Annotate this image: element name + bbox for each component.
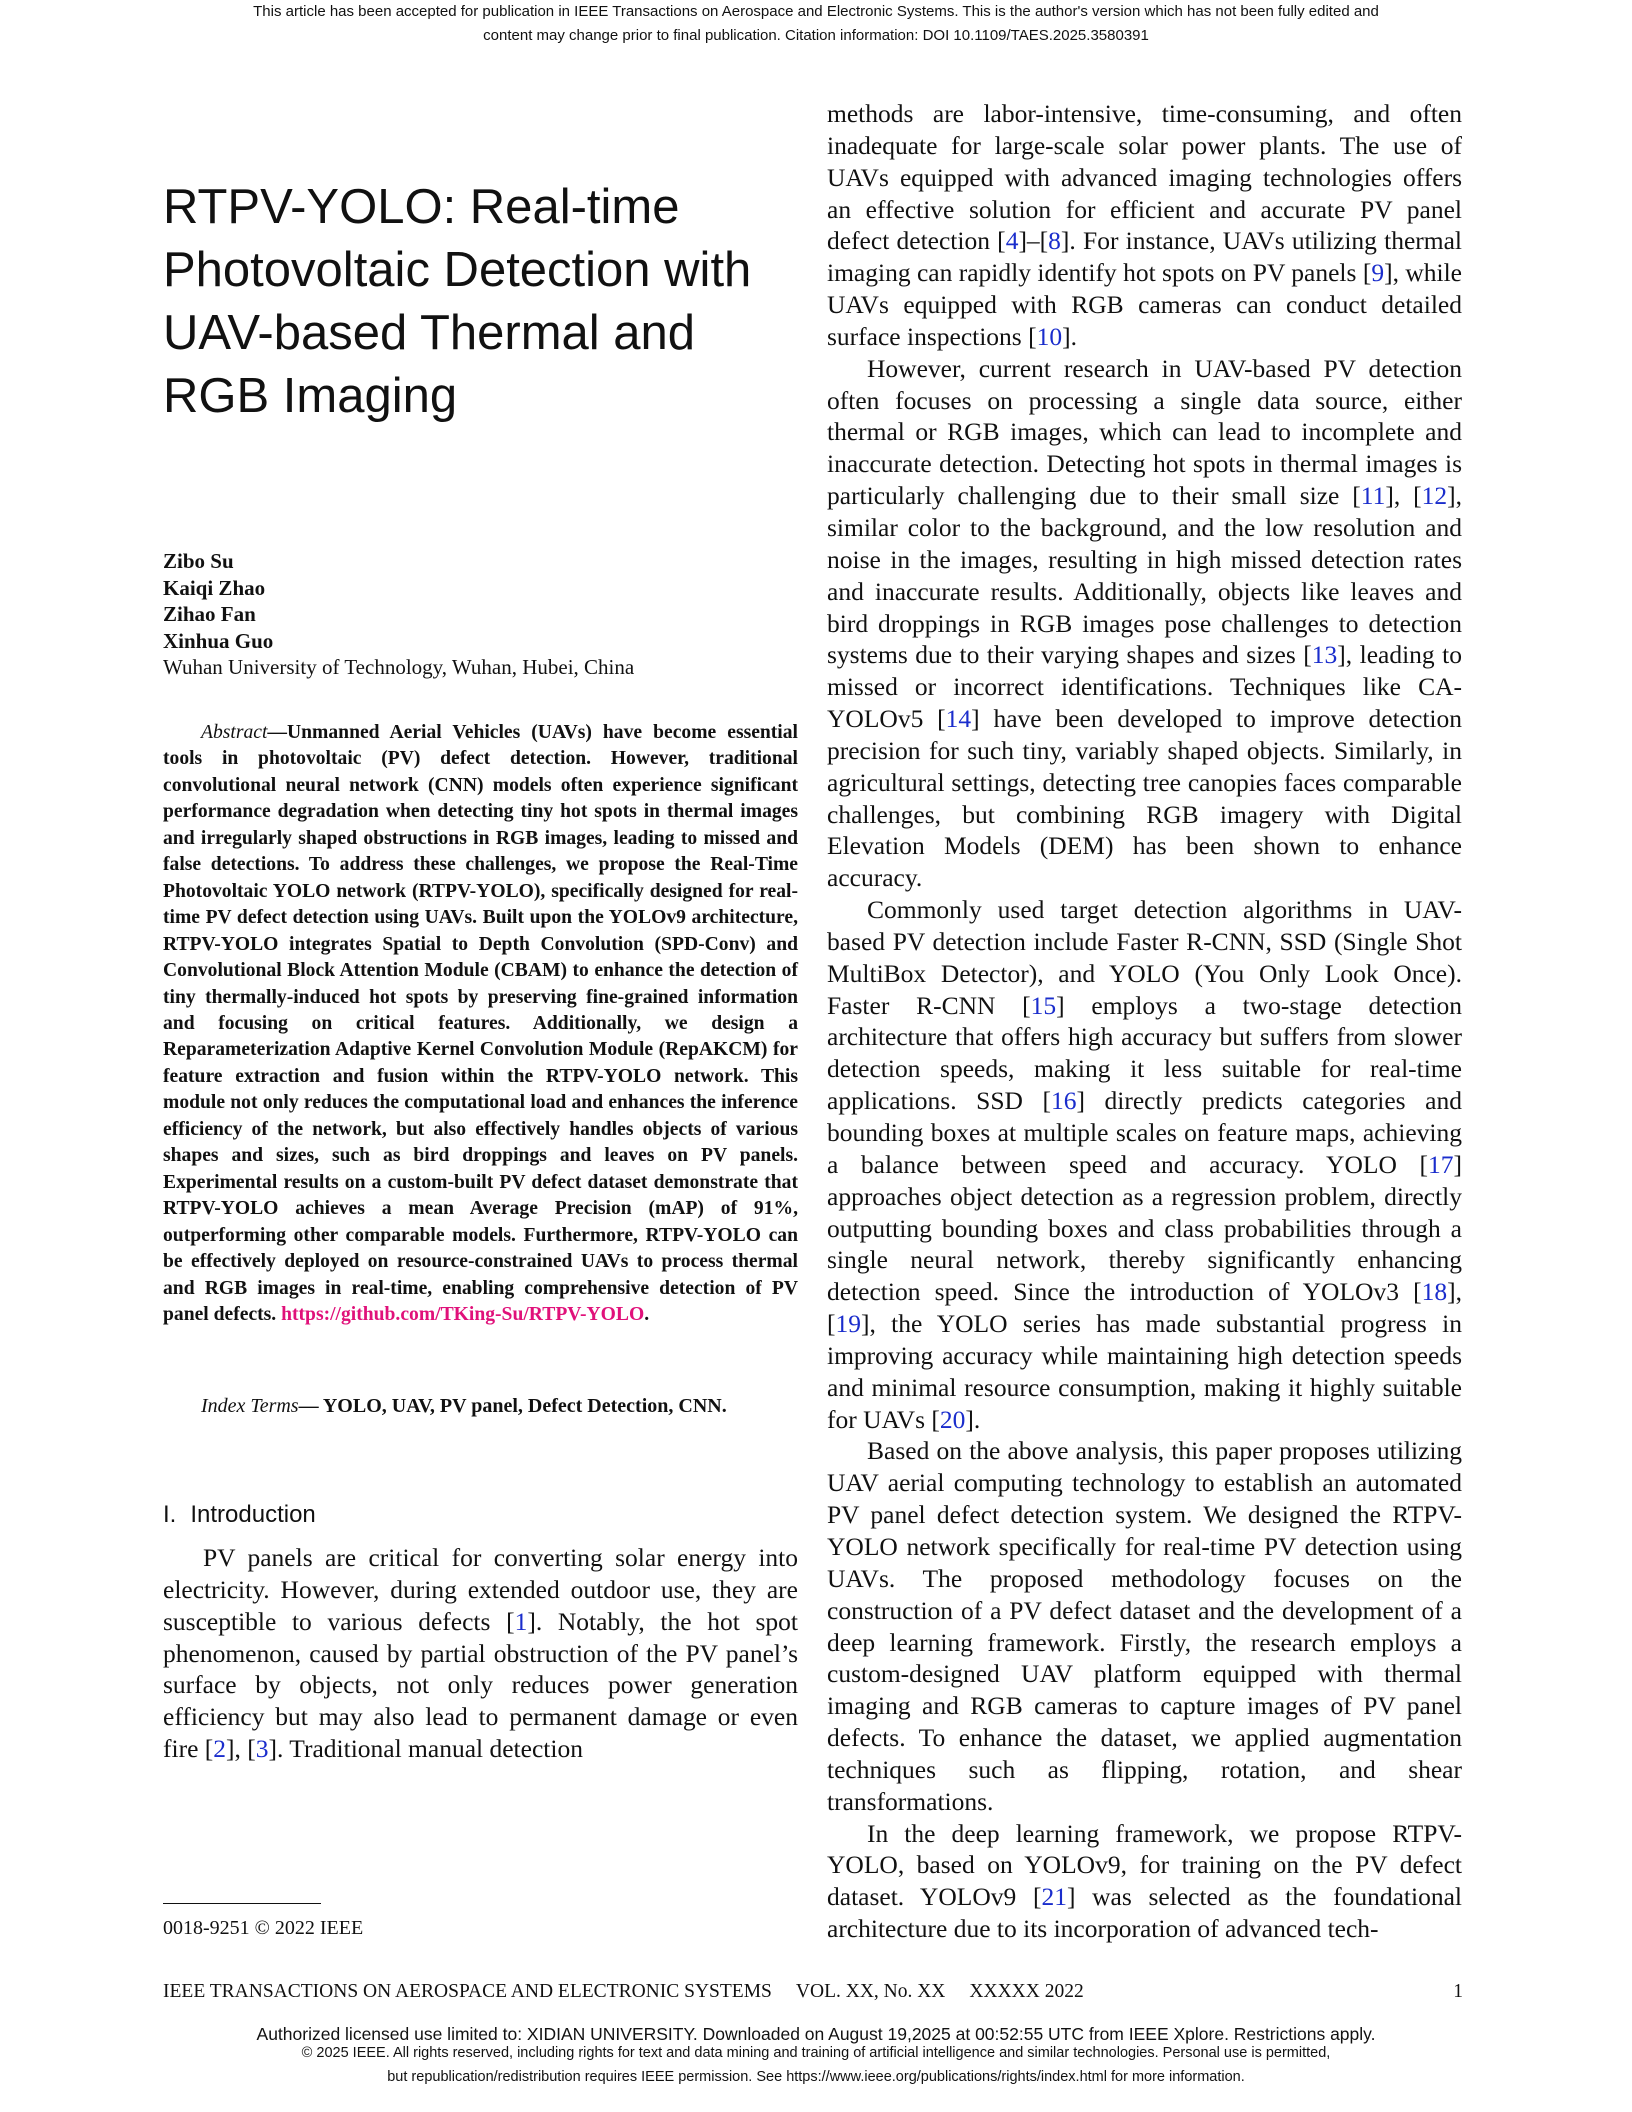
title-line: UAV-based Thermal and [163, 306, 696, 360]
index-terms-dash: — [298, 1395, 323, 1417]
abstract [163, 720, 798, 1328]
citation-link[interactable]: 12 [1421, 481, 1448, 511]
citation-link[interactable]: 10 [1036, 321, 1063, 351]
index-terms [163, 1393, 798, 1419]
citation-link[interactable]: 20 [939, 1404, 966, 1434]
citation-link[interactable]: 4 [1005, 226, 1019, 256]
github-link[interactable]: https://github.com/TKing-Su/RTPV-YOLO [281, 1303, 645, 1325]
rights-line-2: but republication/redistribution requires IEEE permission. See https://www.ieee.org/publications/rights/index.html for more information. [387, 2069, 1245, 2085]
citation-link[interactable]: 9 [1371, 258, 1385, 288]
citation-link[interactable]: 11 [1360, 481, 1386, 511]
citation-link[interactable]: 2 [213, 1734, 227, 1764]
banner-line-1: This article has been accepted for publication in IEEE Transactions on Aerospace and Electronic Systems. This is the author's version which has not been fully edited and [253, 3, 1379, 20]
citation-link[interactable]: 19 [835, 1309, 861, 1339]
paper-title [163, 176, 783, 428]
issue-date: XXXXX 2022 [969, 1981, 1084, 2002]
citation-link[interactable]: 15 [1030, 990, 1057, 1020]
section-heading [163, 1500, 330, 1530]
abstract-tail: . [644, 1303, 650, 1325]
section-title: Introduction [190, 1501, 316, 1528]
title-line: RGB Imaging [163, 369, 458, 423]
license-line: Authorized licensed use limited to: XIDIAN UNIVERSITY. Downloaded on August 19,2025 at 00:52:55 UTC from IEEE Xplore. Restrictions apply. [256, 2024, 1376, 2044]
column-right [827, 98, 1462, 1945]
author-name: Zihao Fan [163, 602, 256, 626]
paragraph: PV panels are critical for converting solar energy into electricity. However, during extended outdoor use, they are susceptible to various defects [1]. Notably, the hot spot phenomenon, caused by partial obstruction of the PV panel’s surface by objects, not only reduces power generation efficiency but may also lead to permanent damage or even fire [2], [3]. Traditional manual detection [163, 1543, 799, 1764]
page-number: 1 [1453, 1981, 1463, 2002]
abstract-body: —Unmanned Aerial Vehicles (UAVs) have become essential tools in photovoltaic (PV) defect detection. However, traditional convolutional neural network (CNN) models often experience significant performance degradation when detecting tiny hot spots in thermal images and irregularly shaped obstructions in RGB images, leading to missed and false detections. To address these challenges, we propose the Real-Time Photovoltaic YOLO network (RTPV-YOLO), specifically designed for real-time PV defect detection using UAVs. Built upon the YOLOv9 architecture, RTPV-YOLO integrates Spatial to Depth Convolution (SPD-Conv) and Convolutional Block Attention Module (CBAM) to enhance the detection of tiny thermally-induced hot spots by preserving fine-grained information and focusing on critical features. Additionally, we design a Reparameterization Adaptive Kernel Convolution Module (RepAKCM) for feature extraction and fusion within the RTPV-YOLO network. This module not only reduces the computational load and enhances the inference efficiency of the network, but also effectively handles objects of various shapes and sizes, such as bird droppings and leaves on PV panels. Experimental results on a custom-built PV defect dataset demonstrate that RTPV-YOLO achieves a mean Average Precision (mAP) of 91%, outperforming other comparable models. Furthermore, RTPV-YOLO can be effectively deployed on resource-constrained UAVs to process thermal and RGB images in real-time, enabling comprehensive detection of PV panel defects. [163, 722, 798, 1325]
paragraph: Based on the above analysis, this paper proposes utilizing UAV aerial computing technology to establish an automated PV panel defect detection system. We designed the RTPV-YOLO network specifically for real-time PV detection using UAVs. The proposed methodology focuses on the construction of a PV defect dataset and the development of a deep learning framework. Firstly, the research employs a custom-designed UAV platform equipped with thermal imaging and RGB cameras to capture images of PV panel defects. To enhance the dataset, we applied augmentation techniques such as flipping, rotation, and shear transformations. [827, 1436, 1462, 1816]
title-line: Photovoltaic Detection with [163, 243, 752, 297]
column-left [163, 1542, 798, 1765]
paragraph: Commonly used target detection algorithms in UAV-based PV detection include Faster R-CNN, SSD (Single Shot MultiBox Detector), and YOLO (You Only Look Once). Faster R-CNN [15] employs a two-stage detection architecture that offers high accuracy but suffers from slower detection speeds, making it less suitable for real-time applications. SSD [16] directly predicts categories and bounding boxes at multiple scales on feature maps, achieving a balance between speed and accuracy. YOLO [17] approaches object detection as a regression problem, directly outputting bounding boxes and class probabilities through a single neural network, thereby significantly enhancing detection speed. Since the introduction of YOLOv3 [18], [19], the YOLO series has made substantial progress in improving accuracy while maintaining high detection speeds and minimal resource consumption, making it highly suitable for UAVs [20]. [827, 895, 1462, 1434]
citation-link[interactable]: 17 [1428, 1149, 1454, 1179]
citation-link[interactable]: 14 [945, 704, 972, 734]
abstract-lead: Abstract [201, 722, 268, 743]
citation-link[interactable]: 16 [1050, 1086, 1077, 1116]
paragraph: In the deep learning framework, we propose RTPV-YOLO, based on YOLOv9, for training on the PV defect dataset. YOLOv9 [21] was selected as the foundational architecture due to its incorporation of advanced tech- [827, 1818, 1462, 1944]
rights-line: © 2025 IEEE. All rights reserved, including rights for text and data mining and training of artificial intelligence and similar technologies. Personal use is permitted, [301, 2045, 1331, 2061]
section-number: I. [163, 1501, 177, 1528]
title-line: RTPV-YOLO: Real-time [163, 180, 680, 234]
citation-link[interactable]: 13 [1311, 640, 1338, 670]
citation-link[interactable]: 3 [255, 1734, 269, 1764]
paragraph: methods are labor-intensive, time-consuming, and often inadequate for large-scale solar power plants. The use of UAVs equipped with advanced imaging technologies offers an effective solution for efficient and accurate PV panel defect detection [4]–[8]. For instance, UAVs utilizing thermal imaging can rapidly identify hot spots on PV panels [9], while UAVs equipped with RGB cameras can conduct detailed surface inspections [10]. [827, 99, 1463, 351]
journal-name: IEEE TRANSACTIONS ON AEROSPACE AND ELECTRONIC SYSTEMS [163, 1981, 772, 2002]
citation-link[interactable]: 18 [1421, 1277, 1448, 1307]
citation-link[interactable]: 1 [514, 1606, 528, 1636]
footnote-rule [163, 1903, 321, 1904]
author-block [163, 548, 634, 681]
paragraph: However, current research in UAV-based PV detection often focuses on processing a single data source, either thermal or RGB images, which can lead to incomplete and inaccurate detection. Detecting hot spots in thermal images is particularly challenging due to their small size [11], [12], similar color to the background, and the low resolution and noise in the images, resulting in high missed detection rates and inaccurate results. Additionally, objects like leaves and bird droppings in RGB images pose challenges to detection systems due to their varying shapes and sizes [13], leading to missed or incorrect identifications. Techniques like CA-YOLOv5 [14] have been developed to improve detection precision for such tiny, variably shaped objects. Similarly, in agricultural settings, detecting tree canopies faces comparable challenges, but combining RGB imagery with Digital Elevation Models (DEM) has been shown to enhance accuracy. [827, 353, 1463, 893]
copyright-notice: 0018-9251 © 2022 IEEE [163, 1917, 364, 1939]
index-terms-lead: Index Terms [201, 1395, 299, 1417]
author-name: Xinhua Guo [163, 628, 274, 653]
index-terms-list: YOLO, UAV, PV panel, Defect Detection, CNN. [322, 1395, 727, 1417]
accepted-banner [0, 0, 1632, 48]
citation-link[interactable]: 8 [1048, 226, 1061, 256]
volume-info: VOL. XX, No. XX [795, 1981, 946, 2002]
affiliation: Wuhan University of Technology, Wuhan, Hubei, China [163, 655, 635, 679]
author-name: Kaiqi Zhao [163, 575, 266, 600]
author-name: Zibo Su [163, 549, 234, 573]
citation-link[interactable]: 21 [1041, 1882, 1067, 1912]
running-footer [163, 1979, 1463, 2005]
banner-line-2: content may change prior to final publication. Citation information: DOI 10.1109/TAES.2025.3580391 [483, 27, 1149, 44]
